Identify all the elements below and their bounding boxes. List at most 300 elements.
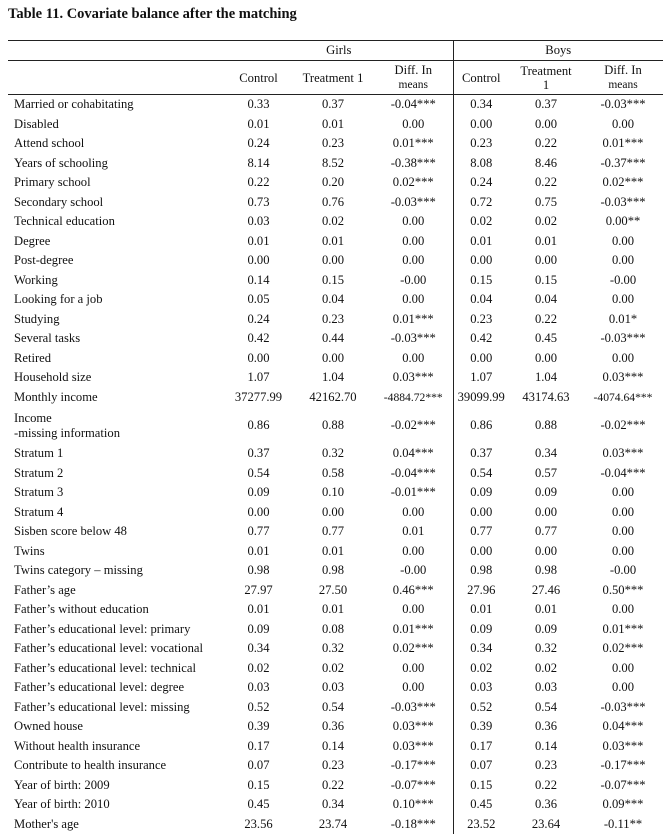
table-row bbox=[8, 639, 663, 659]
cell-value: 0.00 bbox=[374, 503, 453, 523]
table-row bbox=[8, 154, 663, 174]
cell-value: 0.01*** bbox=[583, 620, 663, 640]
cell-value: -0.18*** bbox=[374, 815, 453, 834]
cell-value: 0.36 bbox=[292, 717, 374, 737]
cell-value: 0.03 bbox=[225, 212, 292, 232]
cell-value: 0.07 bbox=[225, 756, 292, 776]
cell-value: 0.00 bbox=[583, 542, 663, 562]
cell-value: 0.00 bbox=[374, 659, 453, 679]
cell-value: 0.00 bbox=[509, 542, 583, 562]
cell-value: 0.22 bbox=[225, 173, 292, 193]
cell-value: 0.04*** bbox=[374, 444, 453, 464]
cell-value: 23.52 bbox=[453, 815, 509, 834]
table-row bbox=[8, 388, 663, 408]
table-row bbox=[8, 407, 663, 444]
cell-value: 0.03 bbox=[509, 678, 583, 698]
cell-value: -0.04*** bbox=[374, 95, 453, 115]
cell-value: 0.52 bbox=[225, 698, 292, 718]
cell-value: 0.32 bbox=[509, 639, 583, 659]
cell-value: 42162.70 bbox=[292, 388, 374, 408]
cell-value: 0.02 bbox=[292, 659, 374, 679]
cell-value: 0.00 bbox=[453, 251, 509, 271]
table-row bbox=[8, 444, 663, 464]
cell-value: 0.98 bbox=[453, 561, 509, 581]
cell-value: 0.00 bbox=[583, 251, 663, 271]
row-label: Father’s educational level: degree bbox=[8, 678, 225, 698]
cell-value: 0.36 bbox=[509, 717, 583, 737]
cell-value: 0.04 bbox=[453, 290, 509, 310]
row-label: Working bbox=[8, 271, 225, 291]
group-header-boys: Boys bbox=[453, 41, 663, 61]
table-row bbox=[8, 522, 663, 542]
cell-value: 0.00 bbox=[583, 678, 663, 698]
cell-value: 0.15 bbox=[453, 271, 509, 291]
cell-value: 0.01 bbox=[374, 522, 453, 542]
cell-value: -0.01*** bbox=[374, 483, 453, 503]
cell-value: -0.03*** bbox=[374, 698, 453, 718]
row-label: Household size bbox=[8, 368, 225, 388]
cell-value: 0.23 bbox=[292, 134, 374, 154]
cell-value: 1.07 bbox=[225, 368, 292, 388]
cell-value: 0.03*** bbox=[583, 368, 663, 388]
table-row bbox=[8, 503, 663, 523]
row-label: Secondary school bbox=[8, 193, 225, 213]
cell-value: -0.00 bbox=[583, 271, 663, 291]
table-row bbox=[8, 698, 663, 718]
cell-value: 0.00** bbox=[583, 212, 663, 232]
cell-value: 0.24 bbox=[453, 173, 509, 193]
row-label: Monthly income bbox=[8, 388, 225, 408]
cell-value: 0.54 bbox=[453, 464, 509, 484]
cell-value: 0.15 bbox=[225, 776, 292, 796]
row-label: Stratum 1 bbox=[8, 444, 225, 464]
cell-value: 0.33 bbox=[225, 95, 292, 115]
cell-value: 0.01 bbox=[225, 115, 292, 135]
cell-value: 0.00 bbox=[453, 542, 509, 562]
cell-value: 0.73 bbox=[225, 193, 292, 213]
cell-value: 8.08 bbox=[453, 154, 509, 174]
cell-value: 0.50*** bbox=[583, 581, 663, 601]
row-label: Sisben score below 48 bbox=[8, 522, 225, 542]
cell-value: 0.02 bbox=[509, 212, 583, 232]
cell-value: -0.03*** bbox=[583, 95, 663, 115]
cell-value: 0.15 bbox=[453, 776, 509, 796]
table-row bbox=[8, 483, 663, 503]
cell-value: -0.00 bbox=[374, 271, 453, 291]
column-header: Diff. In means bbox=[583, 61, 663, 95]
cell-value: 0.02*** bbox=[583, 639, 663, 659]
cell-value: 0.32 bbox=[292, 444, 374, 464]
cell-value: -0.07*** bbox=[374, 776, 453, 796]
column-header: Control bbox=[453, 61, 509, 95]
cell-value: -0.38*** bbox=[374, 154, 453, 174]
cell-value: 0.00 bbox=[583, 600, 663, 620]
cell-value: 0.37 bbox=[509, 95, 583, 115]
cell-value: 0.23 bbox=[453, 310, 509, 330]
cell-value: 0.00 bbox=[583, 290, 663, 310]
cell-value: 0.00 bbox=[509, 503, 583, 523]
cell-value: 0.58 bbox=[292, 464, 374, 484]
cell-value: 0.10*** bbox=[374, 795, 453, 815]
group-header-row bbox=[8, 41, 663, 61]
cell-value: -0.04*** bbox=[374, 464, 453, 484]
cell-value: 0.15 bbox=[292, 271, 374, 291]
cell-value: 0.34 bbox=[292, 795, 374, 815]
cell-value: 23.64 bbox=[509, 815, 583, 834]
cell-value: 0.01 bbox=[453, 600, 509, 620]
row-label: Stratum 4 bbox=[8, 503, 225, 523]
cell-value: 0.04 bbox=[509, 290, 583, 310]
cell-value: 0.45 bbox=[509, 329, 583, 349]
cell-value: -0.17*** bbox=[583, 756, 663, 776]
cell-value: 0.01 bbox=[453, 232, 509, 252]
table-title: Table 11. Covariate balance after the matching bbox=[8, 6, 297, 23]
cell-value: 0.00 bbox=[583, 659, 663, 679]
table-row bbox=[8, 776, 663, 796]
cell-value: 0.01*** bbox=[374, 310, 453, 330]
group-header-girls: Girls bbox=[225, 41, 453, 61]
cell-value: 0.14 bbox=[225, 271, 292, 291]
cell-value: 0.00 bbox=[225, 251, 292, 271]
cell-value: 27.50 bbox=[292, 581, 374, 601]
cell-value: 0.00 bbox=[225, 349, 292, 369]
column-header: Treatment 1 bbox=[509, 61, 583, 95]
row-label: Twins category – missing bbox=[8, 561, 225, 581]
cell-value: 0.34 bbox=[225, 639, 292, 659]
cell-value: 0.01 bbox=[225, 542, 292, 562]
cell-value: -0.37*** bbox=[583, 154, 663, 174]
column-header: Control bbox=[225, 61, 292, 95]
cell-value: 0.34 bbox=[453, 95, 509, 115]
cell-value: 27.46 bbox=[509, 581, 583, 601]
row-label: Years of schooling bbox=[8, 154, 225, 174]
cell-value: -0.03*** bbox=[583, 329, 663, 349]
cell-value: 0.03*** bbox=[583, 737, 663, 757]
cell-value: 0.00 bbox=[374, 251, 453, 271]
cell-value: 27.97 bbox=[225, 581, 292, 601]
covariate-balance-table bbox=[8, 40, 663, 834]
cell-value: 0.01 bbox=[509, 600, 583, 620]
cell-value: 0.86 bbox=[225, 407, 292, 444]
cell-value: 0.23 bbox=[292, 310, 374, 330]
cell-value: 0.01*** bbox=[583, 134, 663, 154]
cell-value: 0.03*** bbox=[374, 717, 453, 737]
cell-value: 0.32 bbox=[292, 639, 374, 659]
cell-value: 0.23 bbox=[292, 756, 374, 776]
row-label: Twins bbox=[8, 542, 225, 562]
cell-value: -4074.64*** bbox=[583, 388, 663, 408]
table-row bbox=[8, 193, 663, 213]
cell-value: 0.00 bbox=[583, 232, 663, 252]
cell-value: 0.01*** bbox=[374, 134, 453, 154]
cell-value: 0.04*** bbox=[583, 717, 663, 737]
row-label: Contribute to health insurance bbox=[8, 756, 225, 776]
cell-value: 0.86 bbox=[453, 407, 509, 444]
table-row bbox=[8, 795, 663, 815]
cell-value: -0.02*** bbox=[374, 407, 453, 444]
cell-value: 0.37 bbox=[225, 444, 292, 464]
cell-value: -4884.72*** bbox=[374, 388, 453, 408]
table-row bbox=[8, 581, 663, 601]
cell-value: -0.03*** bbox=[374, 193, 453, 213]
cell-value: 0.57 bbox=[509, 464, 583, 484]
cell-value: 0.00 bbox=[292, 503, 374, 523]
cell-value: 0.02 bbox=[509, 659, 583, 679]
row-label: Stratum 2 bbox=[8, 464, 225, 484]
table-row bbox=[8, 115, 663, 135]
cell-value: 0.14 bbox=[509, 737, 583, 757]
cell-value: 0.14 bbox=[292, 737, 374, 757]
cell-value: 0.00 bbox=[583, 483, 663, 503]
cell-value: 0.01* bbox=[583, 310, 663, 330]
row-label: Primary school bbox=[8, 173, 225, 193]
row-label: Attend school bbox=[8, 134, 225, 154]
cell-value: 0.22 bbox=[509, 776, 583, 796]
cell-value: 43174.63 bbox=[509, 388, 583, 408]
cell-value: 0.98 bbox=[225, 561, 292, 581]
table-row bbox=[8, 251, 663, 271]
row-label: Year of birth: 2009 bbox=[8, 776, 225, 796]
cell-value: 0.00 bbox=[453, 115, 509, 135]
row-label: Without health insurance bbox=[8, 737, 225, 757]
table-row bbox=[8, 620, 663, 640]
cell-value: 0.77 bbox=[453, 522, 509, 542]
cell-value: 0.37 bbox=[292, 95, 374, 115]
cell-value: 0.01*** bbox=[374, 620, 453, 640]
cell-value: -0.03*** bbox=[583, 698, 663, 718]
cell-value: 0.00 bbox=[583, 522, 663, 542]
row-label: Father’s educational level: vocational bbox=[8, 639, 225, 659]
cell-value: 0.17 bbox=[453, 737, 509, 757]
table-row bbox=[8, 310, 663, 330]
cell-value: 0.98 bbox=[509, 561, 583, 581]
cell-value: 0.01 bbox=[292, 115, 374, 135]
table-row bbox=[8, 95, 663, 115]
cell-value: 0.00 bbox=[583, 115, 663, 135]
row-label: Father’s educational level: primary bbox=[8, 620, 225, 640]
cell-value: 37277.99 bbox=[225, 388, 292, 408]
cell-value: 0.36 bbox=[509, 795, 583, 815]
table-row bbox=[8, 212, 663, 232]
row-label: Degree bbox=[8, 232, 225, 252]
table-row bbox=[8, 678, 663, 698]
cell-value: 0.09 bbox=[453, 483, 509, 503]
cell-value: 0.00 bbox=[374, 232, 453, 252]
cell-value: 0.34 bbox=[453, 639, 509, 659]
table-row bbox=[8, 349, 663, 369]
cell-value: -0.04*** bbox=[583, 464, 663, 484]
cell-value: 0.15 bbox=[509, 271, 583, 291]
cell-value: 0.01 bbox=[292, 542, 374, 562]
cell-value: 0.09 bbox=[509, 620, 583, 640]
cell-value: 0.34 bbox=[509, 444, 583, 464]
cell-value: 0.54 bbox=[509, 698, 583, 718]
cell-value: 0.02*** bbox=[374, 173, 453, 193]
cell-value: 0.00 bbox=[225, 503, 292, 523]
cell-value: 23.74 bbox=[292, 815, 374, 834]
row-label: Disabled bbox=[8, 115, 225, 135]
cell-value: 0.22 bbox=[509, 134, 583, 154]
table-row bbox=[8, 815, 663, 834]
cell-value: 0.45 bbox=[225, 795, 292, 815]
table-row bbox=[8, 756, 663, 776]
cell-value: 0.00 bbox=[374, 542, 453, 562]
cell-value: 0.10 bbox=[292, 483, 374, 503]
cell-value: -0.00 bbox=[374, 561, 453, 581]
row-label: Father’s without education bbox=[8, 600, 225, 620]
cell-value: 0.42 bbox=[225, 329, 292, 349]
cell-value: 0.77 bbox=[292, 522, 374, 542]
cell-value: 0.03*** bbox=[583, 444, 663, 464]
cell-value: 0.98 bbox=[292, 561, 374, 581]
cell-value: 0.01 bbox=[225, 600, 292, 620]
cell-value: -0.07*** bbox=[583, 776, 663, 796]
cell-value: 0.24 bbox=[225, 134, 292, 154]
table-row bbox=[8, 232, 663, 252]
table-row bbox=[8, 368, 663, 388]
cell-value: 0.54 bbox=[225, 464, 292, 484]
cell-value: 0.44 bbox=[292, 329, 374, 349]
table-row bbox=[8, 737, 663, 757]
cell-value: 0.17 bbox=[225, 737, 292, 757]
cell-value: 0.00 bbox=[509, 115, 583, 135]
empty-header-cell bbox=[8, 41, 225, 61]
cell-value: 0.54 bbox=[292, 698, 374, 718]
column-header-row bbox=[8, 61, 663, 95]
table-row bbox=[8, 600, 663, 620]
cell-value: 0.39 bbox=[225, 717, 292, 737]
cell-value: 0.02 bbox=[225, 659, 292, 679]
cell-value: 0.03*** bbox=[374, 737, 453, 757]
cell-value: 0.00 bbox=[374, 349, 453, 369]
cell-value: -0.00 bbox=[583, 561, 663, 581]
row-label: Father’s educational level: missing bbox=[8, 698, 225, 718]
cell-value: 0.00 bbox=[374, 115, 453, 135]
cell-value: 0.77 bbox=[509, 522, 583, 542]
cell-value: 0.00 bbox=[292, 251, 374, 271]
row-label: Father’s age bbox=[8, 581, 225, 601]
table-row bbox=[8, 173, 663, 193]
cell-value: 0.46*** bbox=[374, 581, 453, 601]
cell-value: 8.14 bbox=[225, 154, 292, 174]
cell-value: 0.00 bbox=[453, 349, 509, 369]
cell-value: 39099.99 bbox=[453, 388, 509, 408]
cell-value: 23.56 bbox=[225, 815, 292, 834]
cell-value: 0.22 bbox=[509, 173, 583, 193]
cell-value: 0.09 bbox=[225, 483, 292, 503]
row-label: Post-degree bbox=[8, 251, 225, 271]
cell-value: 0.00 bbox=[374, 600, 453, 620]
cell-value: 0.00 bbox=[292, 349, 374, 369]
table-row bbox=[8, 271, 663, 291]
cell-value: -0.17*** bbox=[374, 756, 453, 776]
column-header: Treatment 1 bbox=[292, 61, 374, 95]
row-label: Income -missing information bbox=[8, 407, 225, 444]
cell-value: 0.22 bbox=[509, 310, 583, 330]
table-row bbox=[8, 542, 663, 562]
cell-value: 0.08 bbox=[292, 620, 374, 640]
row-label: Mother's age bbox=[8, 815, 225, 834]
table-row bbox=[8, 134, 663, 154]
row-label: Several tasks bbox=[8, 329, 225, 349]
cell-value: 0.00 bbox=[509, 251, 583, 271]
cell-value: 0.03 bbox=[453, 678, 509, 698]
cell-value: 0.02*** bbox=[374, 639, 453, 659]
cell-value: 0.20 bbox=[292, 173, 374, 193]
cell-value: 0.23 bbox=[509, 756, 583, 776]
cell-value: 0.52 bbox=[453, 698, 509, 718]
cell-value: -0.11** bbox=[583, 815, 663, 834]
cell-value: 0.03*** bbox=[374, 368, 453, 388]
cell-value: 0.00 bbox=[509, 349, 583, 369]
table-row bbox=[8, 717, 663, 737]
cell-value: 0.77 bbox=[225, 522, 292, 542]
cell-value: 0.03 bbox=[292, 678, 374, 698]
table-row bbox=[8, 561, 663, 581]
cell-value: -0.02*** bbox=[583, 407, 663, 444]
cell-value: 8.46 bbox=[509, 154, 583, 174]
cell-value: 1.04 bbox=[509, 368, 583, 388]
column-header: Diff. In means bbox=[374, 61, 453, 95]
cell-value: 0.39 bbox=[453, 717, 509, 737]
table-row bbox=[8, 659, 663, 679]
cell-value: 8.52 bbox=[292, 154, 374, 174]
cell-value: 0.09*** bbox=[583, 795, 663, 815]
cell-value: 0.88 bbox=[509, 407, 583, 444]
row-label: Stratum 3 bbox=[8, 483, 225, 503]
table-row bbox=[8, 464, 663, 484]
cell-value: 0.01 bbox=[292, 600, 374, 620]
cell-value: 0.03 bbox=[225, 678, 292, 698]
cell-value: 0.00 bbox=[374, 290, 453, 310]
cell-value: 0.02*** bbox=[583, 173, 663, 193]
cell-value: 0.00 bbox=[453, 503, 509, 523]
cell-value: 27.96 bbox=[453, 581, 509, 601]
row-label: Retired bbox=[8, 349, 225, 369]
row-label: Studying bbox=[8, 310, 225, 330]
cell-value: 0.23 bbox=[453, 134, 509, 154]
cell-value: 0.02 bbox=[292, 212, 374, 232]
cell-value: 0.01 bbox=[225, 232, 292, 252]
cell-value: 0.37 bbox=[453, 444, 509, 464]
cell-value: 0.72 bbox=[453, 193, 509, 213]
table-body bbox=[8, 95, 663, 834]
cell-value: 0.76 bbox=[292, 193, 374, 213]
cell-value: 0.01 bbox=[292, 232, 374, 252]
cell-value: 1.04 bbox=[292, 368, 374, 388]
cell-value: 0.88 bbox=[292, 407, 374, 444]
cell-value: 0.05 bbox=[225, 290, 292, 310]
cell-value: 0.22 bbox=[292, 776, 374, 796]
cell-value: 0.75 bbox=[509, 193, 583, 213]
cell-value: 0.45 bbox=[453, 795, 509, 815]
cell-value: 0.07 bbox=[453, 756, 509, 776]
table-row bbox=[8, 290, 663, 310]
cell-value: 0.00 bbox=[374, 678, 453, 698]
cell-value: 1.07 bbox=[453, 368, 509, 388]
cell-value: 0.00 bbox=[583, 503, 663, 523]
cell-value: 0.01 bbox=[509, 232, 583, 252]
cell-value: 0.02 bbox=[453, 659, 509, 679]
row-label: Looking for a job bbox=[8, 290, 225, 310]
cell-value: 0.42 bbox=[453, 329, 509, 349]
cell-value: 0.04 bbox=[292, 290, 374, 310]
row-label: Year of birth: 2010 bbox=[8, 795, 225, 815]
cell-value: 0.00 bbox=[583, 349, 663, 369]
cell-value: 0.09 bbox=[225, 620, 292, 640]
cell-value: -0.03*** bbox=[583, 193, 663, 213]
cell-value: 0.09 bbox=[453, 620, 509, 640]
